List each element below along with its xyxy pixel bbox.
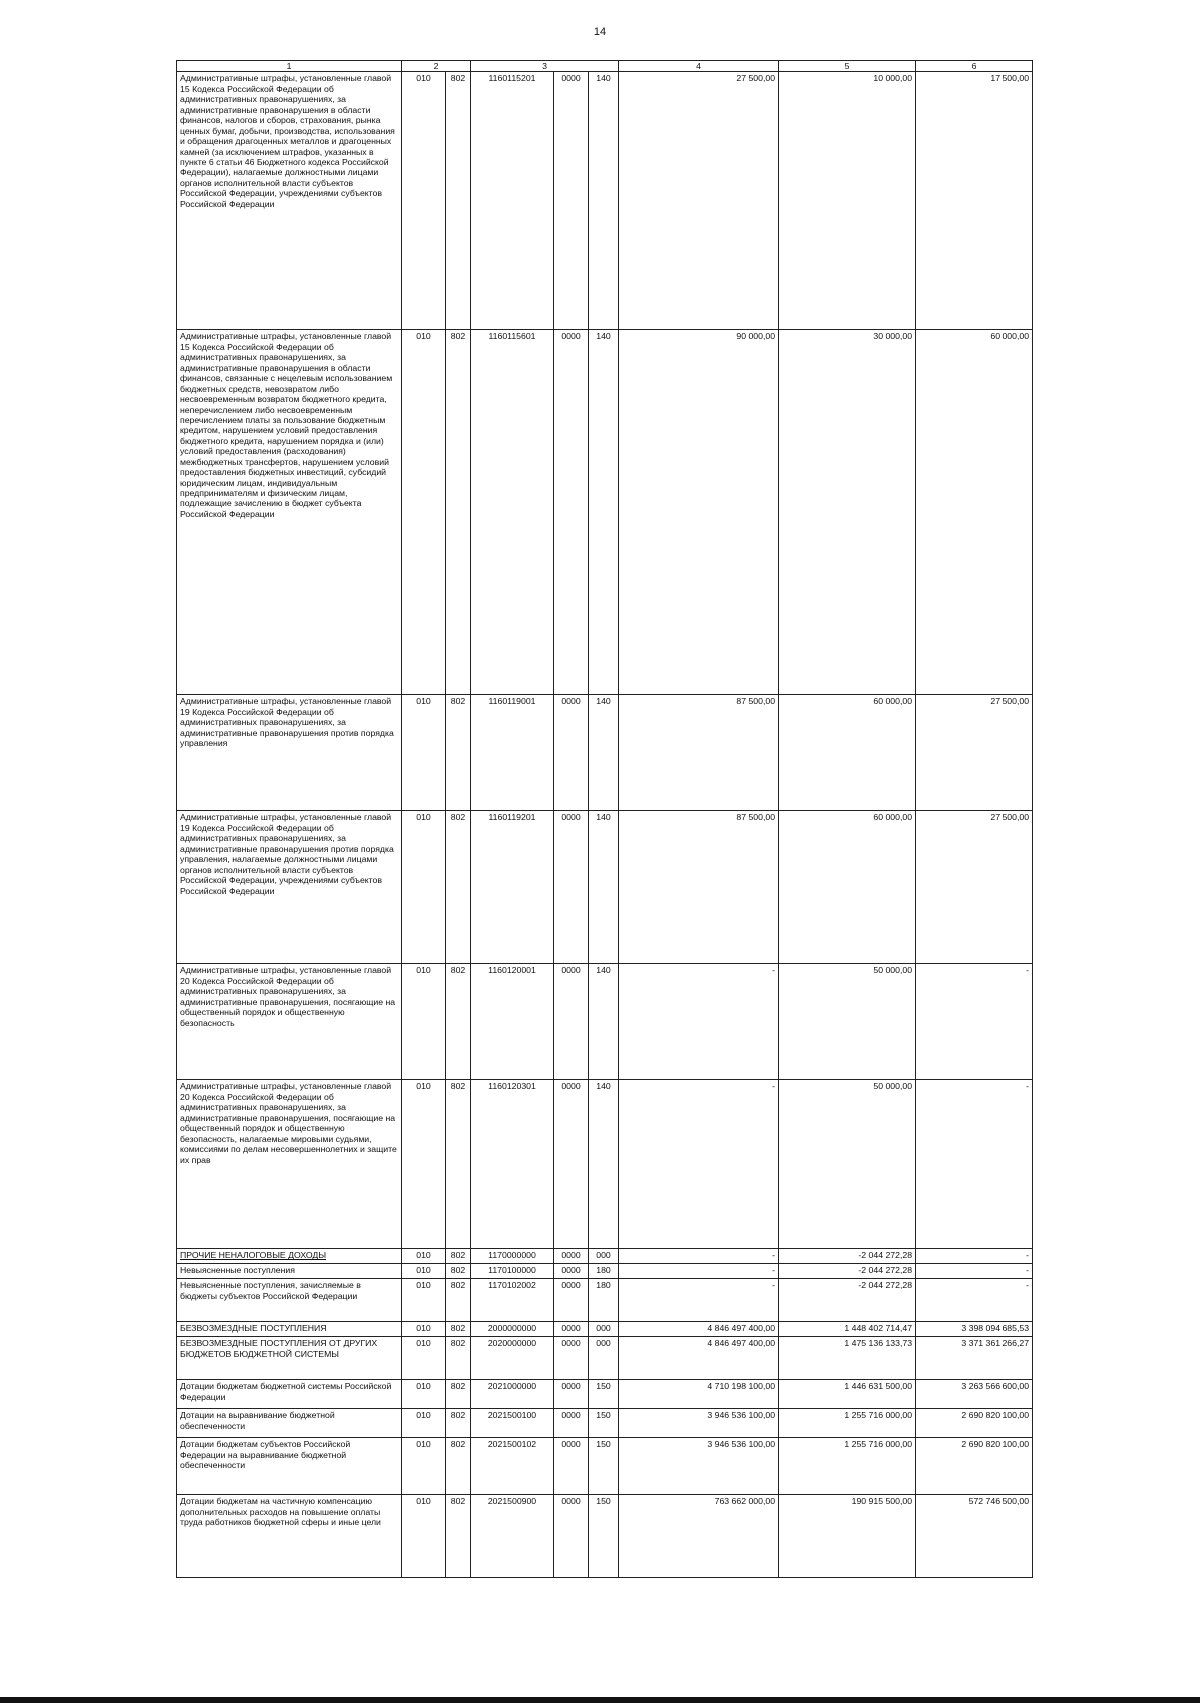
- code-program: 0000: [554, 1080, 589, 1249]
- value-executed: 1 475 136 133,73: [779, 1337, 916, 1380]
- code-economic: 000: [589, 1337, 619, 1380]
- code-chapter: 802: [446, 1279, 471, 1322]
- value-planned: -: [619, 1249, 779, 1264]
- value-executed: 1 255 716 000,00: [779, 1438, 916, 1495]
- code-economic: 150: [589, 1495, 619, 1578]
- code-program: 0000: [554, 1409, 589, 1438]
- code-kbk: 1160115601: [471, 330, 554, 695]
- value-remaining: -: [916, 1264, 1033, 1279]
- code-admin: 010: [402, 1279, 446, 1322]
- code-program: 0000: [554, 1279, 589, 1322]
- code-kbk: 1170102002: [471, 1279, 554, 1322]
- value-remaining: 17 500,00: [916, 72, 1033, 330]
- code-admin: 010: [402, 964, 446, 1080]
- value-remaining: 27 500,00: [916, 695, 1033, 811]
- code-chapter: 802: [446, 1337, 471, 1380]
- code-economic: 140: [589, 1080, 619, 1249]
- table-row: [177, 1249, 1033, 1264]
- code-chapter: 802: [446, 1249, 471, 1264]
- code-kbk: 2021500900: [471, 1495, 554, 1578]
- code-kbk: 1160115201: [471, 72, 554, 330]
- value-remaining: 3 371 361 266,27: [916, 1337, 1033, 1380]
- code-program: 0000: [554, 72, 589, 330]
- code-admin: 010: [402, 1322, 446, 1337]
- code-admin: 010: [402, 1080, 446, 1249]
- code-chapter: 802: [446, 330, 471, 695]
- row-name: Административные штрафы, установленные главой 15 Кодекса Российской Федерации об административных правонарушениях, за административные правонарушения в области финансов, связанные с нецелевым использованием бюджетных средств, невозвратом либо несвоевременным возвратом бюджетного кредита, неперечислением либо несвоевременным перечислением платы за пользование бюджетным кредитом, нарушением условий предоставления бюджетного кредита, нарушением порядка и (или) условий предоставления (расходования) межбюджетных трансфертов, нарушением условий предоставления бюджетных инвестиций, субсидий юридическим лицам, индивидуальным предпринимателям и физическим лицам, подлежащие зачислению в бюджет субъекта Российской Федерации: [177, 330, 402, 695]
- value-executed: -2 044 272,28: [779, 1264, 916, 1279]
- value-planned: 3 946 536 100,00: [619, 1409, 779, 1438]
- code-chapter: 802: [446, 1264, 471, 1279]
- value-executed: 30 000,00: [779, 330, 916, 695]
- code-kbk: 1160120001: [471, 964, 554, 1080]
- code-kbk: 1170000000: [471, 1249, 554, 1264]
- row-name: Административные штрафы, установленные главой 19 Кодекса Российской Федерации об административных правонарушениях, за административные правонарушения против порядка управления, налагаемые должностными лицами органов исполнительной власти субъектов Российской Федерации, учреждениями субъектов Российской Федерации: [177, 811, 402, 964]
- value-planned: 87 500,00: [619, 811, 779, 964]
- code-chapter: 802: [446, 1322, 471, 1337]
- value-executed: 50 000,00: [779, 964, 916, 1080]
- table-row: [177, 1380, 1033, 1409]
- value-planned: 4 710 198 100,00: [619, 1380, 779, 1409]
- code-kbk: 1160119001: [471, 695, 554, 811]
- code-economic: 140: [589, 330, 619, 695]
- code-economic: 140: [589, 811, 619, 964]
- code-chapter: 802: [446, 72, 471, 330]
- code-program: 0000: [554, 695, 589, 811]
- row-name: Невыясненные поступления: [177, 1264, 402, 1279]
- code-kbk: 2021500100: [471, 1409, 554, 1438]
- value-executed: -2 044 272,28: [779, 1279, 916, 1322]
- code-economic: 140: [589, 72, 619, 330]
- code-program: 0000: [554, 330, 589, 695]
- code-admin: 010: [402, 1249, 446, 1264]
- budget-table: [176, 60, 1033, 1578]
- code-admin: 010: [402, 1409, 446, 1438]
- code-kbk: 1170100000: [471, 1264, 554, 1279]
- value-remaining: 3 263 566 600,00: [916, 1380, 1033, 1409]
- value-planned: -: [619, 964, 779, 1080]
- value-remaining: 3 398 094 685,53: [916, 1322, 1033, 1337]
- row-name: Административные штрафы, установленные главой 20 Кодекса Российской Федерации об административных правонарушениях, за административные правонарушения, посягающие на общественный порядок и общественную безопасность: [177, 964, 402, 1080]
- value-remaining: 27 500,00: [916, 811, 1033, 964]
- row-name: Дотации на выравнивание бюджетной обеспеченности: [177, 1409, 402, 1438]
- table-row: [177, 1337, 1033, 1380]
- value-remaining: 572 746 500,00: [916, 1495, 1033, 1578]
- row-name: Дотации бюджетам на частичную компенсацию дополнительных расходов на повышение оплаты труда работников бюджетной сферы и иные цели: [177, 1495, 402, 1578]
- value-planned: 4 846 497 400,00: [619, 1322, 779, 1337]
- row-name: БЕЗВОЗМЕЗДНЫЕ ПОСТУПЛЕНИЯ: [177, 1322, 402, 1337]
- value-remaining: -: [916, 1279, 1033, 1322]
- row-name: Административные штрафы, установленные главой 20 Кодекса Российской Федерации об административных правонарушениях, за административные правонарушения, посягающие на общественный порядок и общественную безопасность, налагаемые мировыми судьями, комиссиями по делам несовершеннолетних и защите их прав: [177, 1080, 402, 1249]
- code-admin: 010: [402, 1264, 446, 1279]
- code-economic: 140: [589, 695, 619, 811]
- code-economic: 150: [589, 1409, 619, 1438]
- code-program: 0000: [554, 964, 589, 1080]
- code-economic: 140: [589, 964, 619, 1080]
- code-admin: 010: [402, 1380, 446, 1409]
- row-name: Административные штрафы, установленные главой 19 Кодекса Российской Федерации об административных правонарушениях, за административные правонарушения против порядка управления: [177, 695, 402, 811]
- value-executed: -2 044 272,28: [779, 1249, 916, 1264]
- code-economic: 000: [589, 1249, 619, 1264]
- table-row: [177, 1264, 1033, 1279]
- row-name: Дотации бюджетам субъектов Российской Федерации на выравнивание бюджетной обеспеченности: [177, 1438, 402, 1495]
- table-row: [177, 964, 1033, 1080]
- code-chapter: 802: [446, 811, 471, 964]
- code-admin: 010: [402, 695, 446, 811]
- column-header-3: 3: [471, 61, 619, 72]
- code-kbk: 2021000000: [471, 1380, 554, 1409]
- table-row: [177, 1322, 1033, 1337]
- row-name: ПРОЧИЕ НЕНАЛОГОВЫЕ ДОХОДЫ: [177, 1249, 402, 1264]
- value-remaining: 2 690 820 100,00: [916, 1409, 1033, 1438]
- column-header-1: 1: [177, 61, 402, 72]
- code-program: 0000: [554, 1264, 589, 1279]
- code-economic: 150: [589, 1380, 619, 1409]
- value-executed: 60 000,00: [779, 695, 916, 811]
- table-row: [177, 1495, 1033, 1578]
- row-name: Дотации бюджетам бюджетной системы Российской Федерации: [177, 1380, 402, 1409]
- code-program: 0000: [554, 1495, 589, 1578]
- code-economic: 180: [589, 1279, 619, 1322]
- value-planned: 87 500,00: [619, 695, 779, 811]
- row-name: Невыясненные поступления, зачисляемые в бюджеты субъектов Российской Федерации: [177, 1279, 402, 1322]
- code-chapter: 802: [446, 1380, 471, 1409]
- code-economic: 150: [589, 1438, 619, 1495]
- code-program: 0000: [554, 1249, 589, 1264]
- table-row: [177, 1409, 1033, 1438]
- code-program: 0000: [554, 1322, 589, 1337]
- code-kbk: 2021500102: [471, 1438, 554, 1495]
- code-kbk: 2000000000: [471, 1322, 554, 1337]
- value-planned: 4 846 497 400,00: [619, 1337, 779, 1380]
- code-admin: 010: [402, 811, 446, 964]
- column-header-4: 4: [619, 61, 779, 72]
- value-executed: 190 915 500,00: [779, 1495, 916, 1578]
- value-planned: -: [619, 1080, 779, 1249]
- code-chapter: 802: [446, 964, 471, 1080]
- column-header-row: [177, 61, 1033, 72]
- code-chapter: 802: [446, 1438, 471, 1495]
- value-planned: -: [619, 1279, 779, 1322]
- value-remaining: 60 000,00: [916, 330, 1033, 695]
- code-kbk: 1160120301: [471, 1080, 554, 1249]
- value-planned: 90 000,00: [619, 330, 779, 695]
- value-planned: 763 662 000,00: [619, 1495, 779, 1578]
- table-row: [177, 1279, 1033, 1322]
- row-name: Административные штрафы, установленные главой 15 Кодекса Российской Федерации об административных правонарушениях, за административные правонарушения в области финансов, налогов и сборов, страхования, рынка ценных бумаг, добычи, производства, использования и обращения драгоценных металлов и драгоценных камней (за исключением штрафов, указанных в пункте 6 статьи 46 Бюджетного кодекса Российской Федерации), налагаемые должностными лицами органов исполнительной власти субъектов Российской Федерации, учреждениями субъектов Российской Федерации: [177, 72, 402, 330]
- code-chapter: 802: [446, 1495, 471, 1578]
- code-chapter: 802: [446, 695, 471, 811]
- code-chapter: 802: [446, 1080, 471, 1249]
- code-program: 0000: [554, 811, 589, 964]
- code-program: 0000: [554, 1380, 589, 1409]
- value-remaining: 2 690 820 100,00: [916, 1438, 1033, 1495]
- table-row: [177, 72, 1033, 330]
- value-remaining: -: [916, 964, 1033, 1080]
- value-planned: 27 500,00: [619, 72, 779, 330]
- value-executed: 50 000,00: [779, 1080, 916, 1249]
- table-row: [177, 811, 1033, 964]
- column-header-5: 5: [779, 61, 916, 72]
- code-economic: 000: [589, 1322, 619, 1337]
- code-admin: 010: [402, 1337, 446, 1380]
- table-row: [177, 1080, 1033, 1249]
- code-admin: 010: [402, 72, 446, 330]
- table-row: [177, 330, 1033, 695]
- value-executed: 1 448 402 714,47: [779, 1322, 916, 1337]
- value-executed: 10 000,00: [779, 72, 916, 330]
- table-row: [177, 1438, 1033, 1495]
- scan-bottom-edge: [0, 1697, 1200, 1703]
- column-header-6: 6: [916, 61, 1033, 72]
- code-admin: 010: [402, 1438, 446, 1495]
- code-kbk: 2020000000: [471, 1337, 554, 1380]
- code-program: 0000: [554, 1337, 589, 1380]
- value-planned: 3 946 536 100,00: [619, 1438, 779, 1495]
- row-name: БЕЗВОЗМЕЗДНЫЕ ПОСТУПЛЕНИЯ ОТ ДРУГИХ БЮДЖЕТОВ БЮДЖЕТНОЙ СИСТЕМЫ: [177, 1337, 402, 1380]
- code-kbk: 1160119201: [471, 811, 554, 964]
- page-number: 14: [593, 26, 607, 38]
- value-remaining: -: [916, 1249, 1033, 1264]
- code-program: 0000: [554, 1438, 589, 1495]
- code-admin: 010: [402, 1495, 446, 1578]
- code-economic: 180: [589, 1264, 619, 1279]
- value-planned: -: [619, 1264, 779, 1279]
- value-executed: 60 000,00: [779, 811, 916, 964]
- column-header-2: 2: [402, 61, 471, 72]
- code-admin: 010: [402, 330, 446, 695]
- code-chapter: 802: [446, 1409, 471, 1438]
- value-executed: 1 255 716 000,00: [779, 1409, 916, 1438]
- value-executed: 1 446 631 500,00: [779, 1380, 916, 1409]
- table-row: [177, 695, 1033, 811]
- value-remaining: -: [916, 1080, 1033, 1249]
